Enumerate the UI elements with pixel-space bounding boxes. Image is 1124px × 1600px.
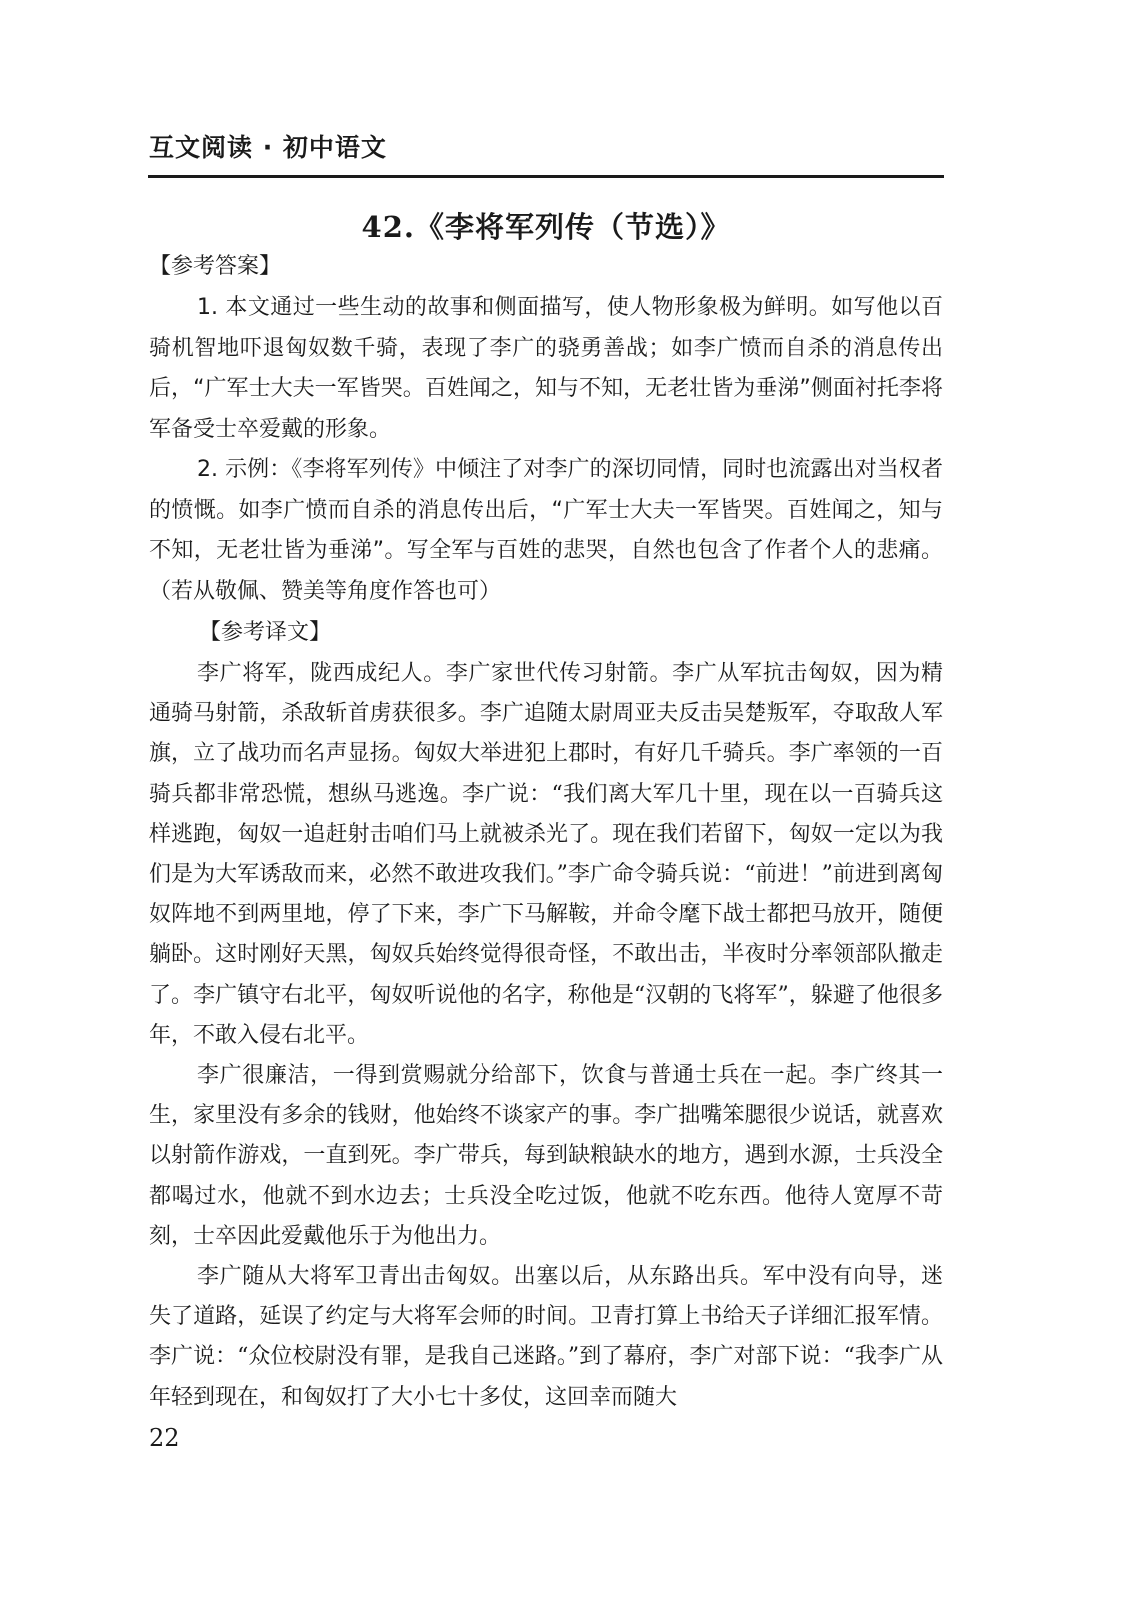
translation-paragraph-1: 李广将军，陇西成纪人。李广家世代传习射箭。李广从军抗击匈奴，因为精通骑马射箭，杀敌斩首虏获很多。李广追随太尉周亚夫反击吴楚叛军，夺取敌人军旗，立了战功而名声显扬。匈奴大举进犯上郡时，有好几千骑兵。李广率领的一百骑兵都非常恐慌，想纵马逃逸。李广说：“我们离大军几十里，现在以一百骑兵这样逃跑，匈奴一追赶射击咱们马上就被杀光了。现在我们若留下，匈奴一定以为我们是为大军诱敌而来，必然不敢进攻我们。”李广命令骑兵说：“前进！”前进到离匈奴阵地不到两里地，停了下来，李广下马解鞍，并命令麾下战士都把马放开，随便躺卧。这时刚好天黑，匈奴兵始终觉得很奇怪，不敢出击，半夜时分率领部队撤走了。李广镇守右北平，匈奴听说他的名字，称他是“汉朝的飞将军”，躲避了他很多年，不敢入侵右北平。 [149, 661, 943, 1048]
translation-heading: 【参考译文】 [199, 620, 332, 645]
answer-paragraph-1: 1. 本文通过一些生动的故事和侧面描写，使人物形象极为鲜明。如写他以百骑机智地吓退匈奴数千骑，表现了李广的骁勇善战；如李广愤而自杀的消息传出后，“广军士大夫一军皆哭。百姓闻之，知与不知，无老壮皆为垂涕”侧面衬托李将军备受士卒爱戴的形象。 [149, 295, 943, 442]
answer-paragraph-2: 2. 示例：《李将军列传》中倾注了对李广的深切同情，同时也流露出对当权者的愤慨。如李广愤而自杀的消息传出后，“广军士大夫一军皆哭。百姓闻之，知与不知，无老壮皆为垂涕”。写全军与百姓的悲哭，自然也包含了作者个人的悲痛。（若从敬佩、赞美等角度作答也可） [149, 457, 943, 604]
article-content [149, 248, 943, 1418]
answer-heading: 【参考答案】 [149, 254, 282, 279]
header-rule [148, 175, 944, 178]
page-number: 22 [149, 1424, 180, 1452]
running-head: 互文阅读 · 初中语文 [149, 133, 387, 162]
translation-paragraph-3: 李广随从大将军卫青出击匈奴。出塞以后，从东路出兵。军中没有向导，迷失了道路，延误了约定与大将军会师的时间。卫青打算上书给天子详细汇报军情。李广说：“众位校尉没有罪，是我自己迷路。”到了幕府，李广对部下说：“我李广从年轻到现在，和匈奴打了大小七十多仗，这回幸而随大 [149, 1264, 943, 1410]
article-title: 42.《李将军列传（节选）》 [361, 210, 731, 244]
translation-paragraph-2: 李广很廉洁，一得到赏赐就分给部下，饮食与普通士兵在一起。李广终其一生，家里没有多余的钱财，他始终不谈家产的事。李广拙嘴笨腮很少说话，就喜欢以射箭作游戏，一直到死。李广带兵，每到缺粮缺水的地方，遇到水源，士兵没全都喝过水，他就不到水边去；士兵没全吃过饭，他就不吃东西。他待人宽厚不苛刻，士卒因此爱戴他乐于为他出力。 [149, 1063, 943, 1249]
